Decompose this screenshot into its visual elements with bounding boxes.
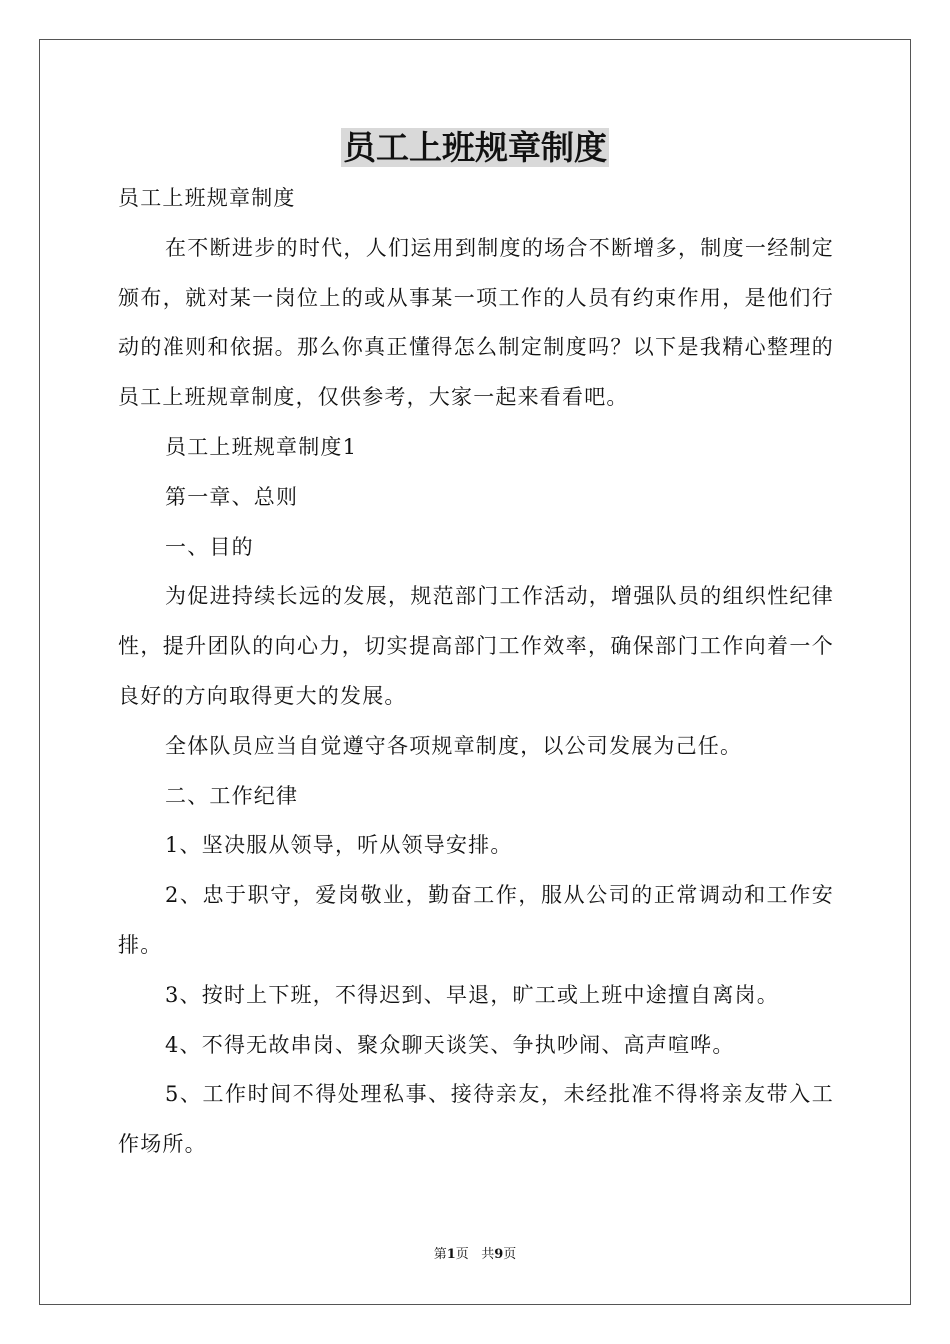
footer-total-suffix: 页: [503, 1247, 517, 1262]
page-footer: [0, 1246, 950, 1264]
body-paragraph: 全体队员应当自觉遵守各项规章制度，以公司发展为己任。: [165, 733, 743, 758]
document-title: [0, 124, 950, 172]
body-paragraph: 员工上班规章制度: [118, 186, 296, 210]
list-item: 5、工作时间不得处理私事、接待亲友，未经批准不得将亲友带入工作场所。: [118, 1082, 834, 1157]
chapter-heading: 第一章、总则: [165, 484, 299, 509]
list-item: 4、不得无故串岗、聚众聊天谈笑、争执吵闹、高声喧哗。: [165, 1032, 735, 1057]
footer-page-suffix: 页: [455, 1247, 469, 1262]
document-title-text: 员工上班规章制度: [343, 128, 607, 167]
body-paragraph: 为促进持续长远的发展，规范部门工作活动，增强队员的组织性纪律性，提升团队的向心力，切实提高部门工作效率，确保部门工作向着一个良好的方向取得更大的发展。: [118, 584, 834, 708]
body-paragraph: 在不断进步的时代，人们运用到制度的场合不断增多，制度一经制定颁布，就对某一岗位上的或从事某一项工作的人员有约束作用，是他们行动的准则和依据。那么你真正懂得怎么制定制度吗？以下是我精心整理的员工上班规章制度，仅供参考，大家一起来看看吧。: [118, 235, 834, 410]
section-heading: 员工上班规章制度1: [165, 434, 358, 459]
footer-total-pages: 9: [494, 1247, 504, 1262]
subsection-heading: 一、目的: [165, 534, 254, 559]
footer-page-prefix: 第: [433, 1247, 447, 1262]
list-item: 1、坚决服从领导，听从领导安排。: [165, 833, 513, 858]
footer-page-number: 1: [446, 1247, 456, 1262]
footer-total-prefix: 共: [481, 1247, 495, 1262]
list-item: 3、按时上下班，不得迟到、早退，旷工或上班中途擅自离岗。: [165, 982, 779, 1007]
list-item: 2、忠于职守，爱岗敬业，勤奋工作，服从公司的正常调动和工作安排。: [118, 883, 834, 957]
document-body: [118, 174, 834, 1170]
subsection-heading: 二、工作纪律: [165, 783, 299, 808]
